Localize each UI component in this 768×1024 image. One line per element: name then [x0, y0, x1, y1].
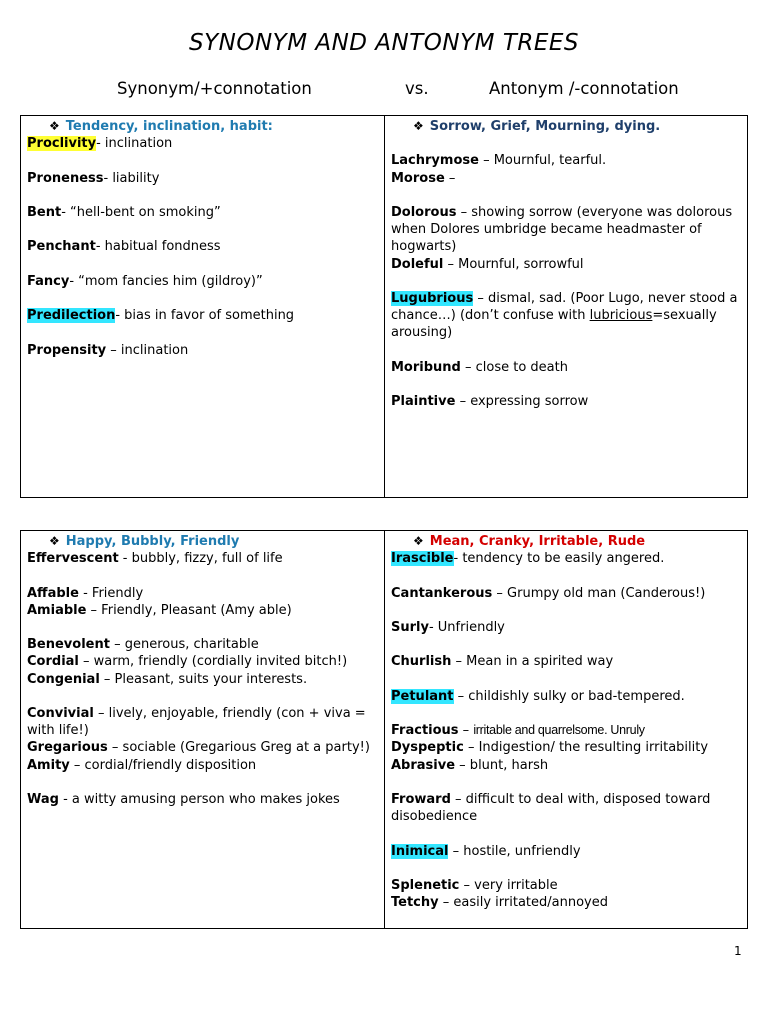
tendency-column: [21, 116, 385, 497]
subtitle-synonym: Synonym/+connotation: [117, 79, 312, 98]
page-number: 1: [734, 944, 742, 958]
entry-lachrymose: Lachrymose – Mournful, tearful.: [391, 153, 607, 169]
entry-tetchy: Tetchy – easily irritated/annoyed: [391, 895, 608, 911]
entry-proneness: Proneness- liability: [27, 170, 160, 186]
mean-heading: ❖ Mean, Cranky, Irritable, Rude: [413, 534, 646, 549]
sorrow-column: [385, 116, 747, 497]
diamond-bullet-icon: ❖: [413, 119, 424, 133]
entry-bent: Bent- “hell-bent on smoking”: [27, 204, 221, 220]
entry-splenetic: Splenetic – very irritable: [391, 877, 558, 893]
table-box-2: [20, 530, 748, 929]
entry-convivial: Convivial – lively, enjoyable, friendly (con + viva = with life!): [27, 705, 366, 739]
entry-propensity: Propensity – inclination: [27, 342, 189, 358]
subtitle-antonym: Antonym /-connotation: [489, 79, 679, 98]
entry-gregarious: Gregarious – sociable (Gregarious Greg at a party!): [27, 740, 370, 756]
entry-churlish: Churlish – Mean in a spirited way: [391, 654, 614, 670]
entry-plaintive: Plaintive – expressing sorrow: [391, 394, 589, 410]
entry-lugubrious: Lugubrious – dismal, sad. (Poor Lugo, never stood a chance…) (don’t confuse with lubricious=sexually arousing): [391, 290, 738, 341]
entry-petulant: Petulant – childishly sulky or bad-tempered.: [391, 688, 685, 704]
entry-proclivity: Proclivity- inclination: [27, 136, 173, 152]
entry-doleful: Doleful – Mournful, sorrowful: [391, 256, 584, 272]
entry-benevolent: Benevolent – generous, charitable: [27, 637, 259, 653]
entry-inimical: Inimical – hostile, unfriendly: [391, 843, 581, 859]
entry-amiable: Amiable – Friendly, Pleasant (Amy able): [27, 602, 292, 618]
entry-affable: Affable - Friendly: [27, 585, 144, 601]
entry-amity: Amity – cordial/friendly disposition: [27, 757, 257, 773]
entry-fractious: Fractious – irritable and quarrelsome. Unruly: [391, 723, 645, 739]
entry-dyspeptic: Dyspeptic – Indigestion/ the resulting irritability: [391, 740, 709, 756]
diamond-bullet-icon: ❖: [49, 534, 60, 548]
entry-congenial: Congenial – Pleasant, suits your interests.: [27, 671, 308, 687]
entry-effervescent: Effervescent - bubbly, fizzy, full of life: [27, 551, 283, 567]
entry-predilection: Predilection- bias in favor of something: [27, 308, 295, 324]
entry-abrasive: Abrasive – blunt, harsh: [391, 757, 549, 773]
table-box-1: [20, 115, 748, 498]
entry-cordial: Cordial – warm, friendly (cordially invited bitch!): [27, 654, 348, 670]
diamond-bullet-icon: ❖: [413, 534, 424, 548]
entry-froward: Froward – difficult to deal with, disposed toward disobedience: [391, 791, 711, 825]
entry-wag: Wag - a witty amusing person who makes jokes: [27, 791, 340, 807]
happy-heading: ❖ Happy, Bubbly, Friendly: [49, 534, 240, 549]
subtitle-vs: vs.: [405, 79, 429, 98]
entry-irascible: Irascible- tendency to be easily angered.: [391, 551, 665, 567]
sorrow-heading: ❖ Sorrow, Grief, Mourning, dying.: [413, 119, 661, 134]
entry-moribund: Moribund – close to death: [391, 359, 568, 375]
entry-dolorous: Dolorous – showing sorrow (everyone was dolorous when Dolores umbridge became headmaster of hogwarts): [391, 204, 733, 255]
page-title: SYNONYM AND ANTONYM TREES: [188, 30, 580, 56]
entry-surly: Surly- Unfriendly: [391, 619, 505, 635]
entry-morose: Morose –: [391, 170, 456, 186]
mean-column: [385, 531, 747, 928]
entry-penchant: Penchant- habitual fondness: [27, 239, 221, 255]
happy-column: [21, 531, 385, 928]
entry-cantankerous: Cantankerous – Grumpy old man (Canderous!): [391, 585, 706, 601]
diamond-bullet-icon: ❖: [49, 119, 60, 133]
entry-fancy: Fancy- “mom fancies him (gildroy)”: [27, 273, 263, 289]
tendency-heading: ❖ Tendency, inclination, habit:: [49, 119, 273, 134]
